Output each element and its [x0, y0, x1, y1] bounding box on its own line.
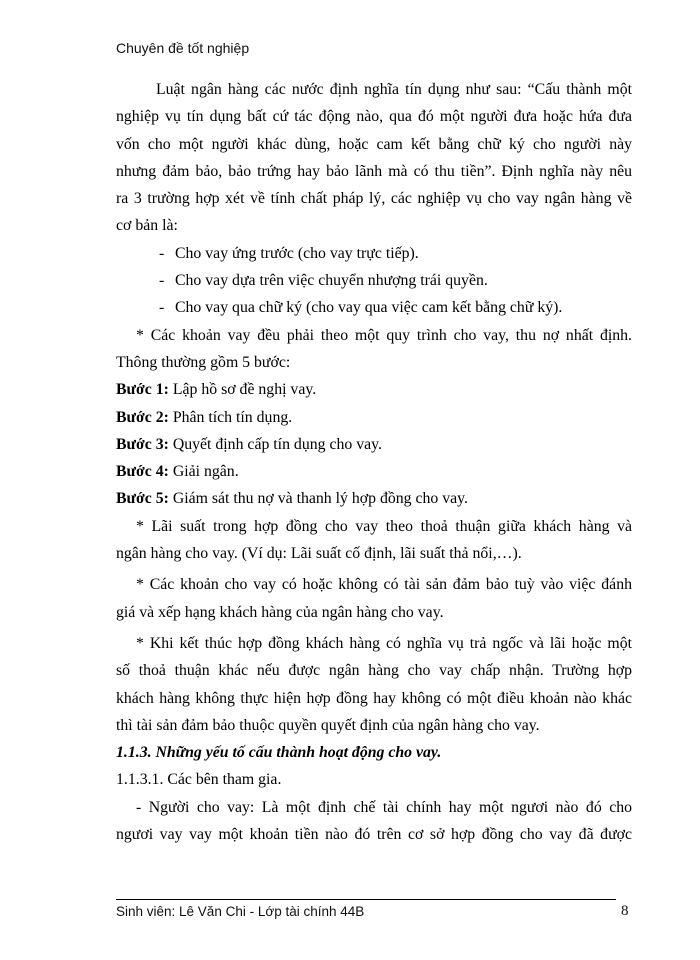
- text-line: ngân hàng cho vay. (Ví dụ: Lãi suất cố định, lãi suất thả nổi,…).: [116, 545, 522, 563]
- text-line: Thông thường gồm 5 bước:: [116, 353, 291, 371]
- text-line: * Các khoản vay đều phải theo một quy trình cho vay, thu nợ nhất định.: [136, 326, 632, 344]
- text-line: số thoả thuận khác nếu được ngân hàng cho vay chấp nhận. Trường hợp: [116, 662, 632, 680]
- text-line: * Khi kết thúc hợp đồng khách hàng có nghĩa vụ trả ngốc và lãi hoặc một: [136, 634, 632, 652]
- paragraph-participants: [116, 796, 632, 851]
- text-line: vốn cho một người khác dùng, hoặc cam kết bằng chữ ký cho người này: [116, 135, 632, 153]
- page-header: Chuyên đề tốt nghiệp: [116, 40, 250, 56]
- step-label: Bước 4:: [116, 463, 169, 481]
- step-label: Bước 3:: [116, 435, 169, 453]
- text-line: nhưng đảm bảo, bảo trứng hay bảo lãnh mà có thu tiền”. Định nghĩa này nêu: [116, 162, 632, 180]
- paragraph-loan-process: [116, 324, 632, 379]
- document-body: [116, 78, 632, 850]
- text-line: thì tài sản đảm bảo thuộc quyền quyết định của ngân hàng cho vay.: [116, 716, 540, 734]
- step-text: Phân tích tín dụng.: [168, 408, 293, 426]
- bullet-marker: -: [159, 244, 165, 262]
- step-item: [116, 433, 632, 460]
- list-item-text: Cho vay qua chữ ký (cho vay qua việc cam kết bằng chữ ký).: [175, 299, 563, 317]
- text-line: ngươi vay vay một khoản tiền nào đó trên cơ sở hợp đồng cho vay đã được: [116, 826, 632, 844]
- step-item: [116, 487, 632, 514]
- step-text: Giám sát thu nợ và thanh lý hợp đồng cho vay.: [168, 490, 468, 508]
- paragraph-interest-rate: [116, 515, 632, 570]
- step-label: Bước 1:: [116, 381, 169, 399]
- step-item: [116, 378, 632, 405]
- bullet-marker: -: [159, 272, 165, 290]
- text-line: * Các khoản cho vay có hoặc không có tài sản đảm bảo tuỳ vào việc đánh: [136, 576, 632, 594]
- subsection-heading: 1.1.3.1. Các bên tham gia.: [116, 771, 282, 789]
- text-line: nghiệp vụ tín dụng bất cứ tác động nào, qua đó một người đưa hoặc hứa đưa: [116, 108, 632, 126]
- section-heading: 1.1.3. Những yếu tố cấu thành hoạt động cho vay.: [116, 744, 442, 762]
- step-label: Bước 2:: [116, 408, 169, 426]
- paragraph-collateral: [116, 573, 632, 628]
- bullet-marker: -: [159, 299, 165, 317]
- footer-student-info: Sinh viên: Lê Văn Chi - Lớp tài chính 44B: [116, 904, 365, 919]
- step-item: [116, 406, 632, 433]
- footer-divider: [116, 899, 616, 900]
- text-line: * Lãi suất trong hợp đồng cho vay theo thoả thuận giữa khách hàng và: [136, 517, 632, 535]
- page-number: 8: [621, 903, 629, 919]
- list-item-text: Cho vay ứng trước (cho vay trực tiếp).: [175, 244, 419, 262]
- paragraph-contract-end: [116, 632, 632, 741]
- step-label: Bước 5:: [116, 490, 169, 508]
- step-item: [116, 460, 632, 487]
- list-item: [116, 296, 632, 323]
- loan-steps: [116, 378, 632, 514]
- step-text: Quyết định cấp tín dụng cho vay.: [168, 435, 382, 453]
- list-item-text: Cho vay dựa trên việc chuyển nhượng trái quyền.: [175, 272, 488, 290]
- text-line: giá và xếp hạng khách hàng của ngân hàng cho vay.: [116, 603, 444, 621]
- text-line: - Người cho vay: Là một định chế tài chính hay một ngươi nào đó cho: [136, 798, 632, 816]
- text-line: ra 3 trường hợp xét về tính chất pháp lý, các nghiệp vụ cho vay ngân hàng về: [116, 190, 632, 208]
- loan-type-list: [116, 242, 632, 324]
- step-text: Lập hồ sơ đề nghị vay.: [168, 381, 317, 399]
- step-text: Giải ngân.: [168, 463, 239, 481]
- text-line: Luật ngân hàng các nước định nghĩa tín dụng như sau: “Cấu thành một: [156, 81, 632, 98]
- list-item: [116, 269, 632, 296]
- list-item: [116, 242, 632, 269]
- text-line: cơ bản là:: [116, 217, 178, 235]
- text-line: khách hàng không thực hiện hợp đồng hay không có một điều khoản nào khác: [116, 689, 632, 707]
- paragraph-credit-definition: [116, 78, 632, 242]
